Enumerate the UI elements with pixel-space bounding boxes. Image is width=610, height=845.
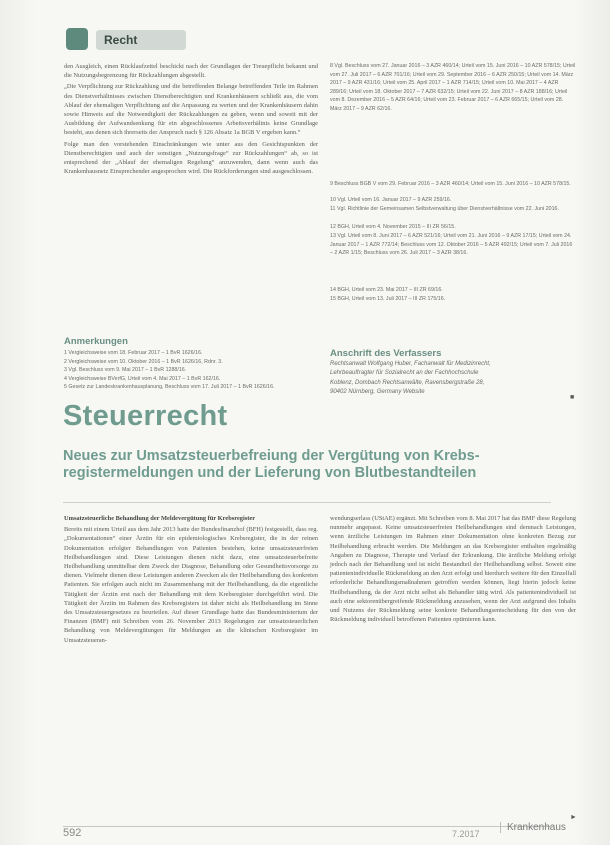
reference-item: 11 Vgl. Richtlinie der Gemeinsamen Selbstverwaltung über Dienstverhältnisse vom 22. Juni 2016. bbox=[330, 206, 559, 212]
footer-divider bbox=[63, 826, 551, 827]
section-title: Steuerrecht bbox=[63, 400, 228, 432]
reference-item: 8 Vgl. Beschluss vom 27. Januar 2016 – 3 AZR 460/14; Urteil vom 15. Juni 2016 – 10 AZR 578/15; Urteil vom 27. Juli 2017 – 6 AZR 701/16; Urteil vom 29. September 2016 – 6 AZR 250/15; Urteil vom 14. März 2017 – 9 AZR 431/16; Urteil vom 25. April 2017 – 1 AZR 714/15; Urteil vom 10. Mai 2017 – 4 AZR 289/16; Urteil vom 18. Oktober 2017 – 7 AZR 632/15; Urteil vom 22. Juni 2017 – 8 AZR 188/16; Urteil vom 8. Dezember 2016 – 5 AZR 64/16; Urteil vom 23. Februar 2017 – 6 AZR 665/15; Urteil vom 28. März 2017 – 9 AZR 62/16. bbox=[330, 63, 576, 112]
article-title-line: Neues zur Umsatzsteuerbefreiung der Vergütung von Krebs- bbox=[63, 448, 480, 464]
author-address-heading: Anschrift des Verfassers bbox=[330, 348, 442, 359]
issue-number: 7.2017 bbox=[452, 829, 480, 839]
reference-item: 9 Beschluss BGB V vom 29. Februar 2016 – 3 AZR 460/14; Urteil vom 15. Juni 2016 – 10 AZR 578/15. bbox=[330, 181, 571, 187]
article-right-column bbox=[330, 514, 576, 626]
reference-list bbox=[330, 62, 576, 304]
note-item: 5 Gesetz zur Landeskrankenhausplanung, Beschluss vom 17. Juli 2017 – 1 BvR 1626/16. bbox=[64, 384, 275, 391]
paragraph: wendungserlass (UStAE) ergänzt. Mit Schreiben vom 8. Mai 2017 hat das BMF diese Regelung nunmehr angepasst. Keine umsatzsteuerfreien Heilbehandlungen sind demnach Leistungen, wenn ärztliche Leistungen im Rahmen einer Dokumentation ohne konkreten Bezug zur Heilbehandlung erbracht werden. Die Meldungen an das Krebsregister enthalten regelmäßig Angaben zu Diagnose, Therapie und Verlauf der Erkrankung. Die ärztliche Meldung erfolgt jedoch nach der Behandlung und ist nicht Bestandteil der Heilbehandlung selbst. Soweit eine patientenindividuelle Rückmeldung an den Arzt erfolgt und hierdurch weitere für den Einzelfall erforderliche Behandlungsmaßnahmen getroffen werden können, liegt hierin jedoch keine Heilbehandlung, da der Arzt nicht selbst als Behandler tätig wird. Als patientenindividuell ist auch eine sektorenübergreifende Rückmeldung anzusehen, wenn der Arzt aufgrund des Inhalts und Nutzens der Rückmeldung seine konkrete Behandlungsentscheidung für den von der Rückmeldung individuell betroffenen Patienten optimieren kann. bbox=[330, 515, 576, 624]
continue-arrow-icon: ► bbox=[570, 814, 577, 821]
journal-logo: Krankenhaus bbox=[500, 822, 566, 833]
upper-left-column bbox=[64, 62, 318, 178]
page-number: 592 bbox=[63, 827, 82, 839]
article-left-column bbox=[64, 514, 318, 647]
reference-item: 13 Vgl. Urteil vom 8. Juni 2017 – 6 AZR 521/16; Urteil vom 21. Juni 2016 – 9 AZR 17/15; Urteil vom 24. Januar 2017 – 1 AZR 772/14; Beschluss vom 12. Oktober 2016 – 5 AZR 492/15; Urteil vom 7. Juli 2016 – 2 AZR 1/15; Beschluss vom 26. Juli 2017 – 3 AZR 38/16. bbox=[330, 233, 573, 257]
note-item: 3 Vgl. Beschluss vom 9. Mai 2017 – 1 BvR 1288/16. bbox=[64, 367, 187, 374]
address-line: 90402 Nürnberg, Germany Website bbox=[330, 389, 425, 396]
divider bbox=[63, 502, 551, 503]
paragraph: den Ausgleich, einen Rücklaufzettel beschickt nach der Grundlagen der Treuepflicht bekannt und die Nutzungsbegrenzung für Rückzahlungen abgestellt. bbox=[64, 63, 318, 80]
paragraph: Folge man den vorstehenden Einschränkungen wie unter aus den Gesichtspunkten der Dienstberechtigten und auch der sonstigen „Nutzungsfrage“ zur Rückzahlungen“ ab, so ist entsprechend der „Ablauf der ehemaligen Regelung“ anzuwenden, dann wenn auch das Krankenhausnetz Einsprechender angesprochen wird. Die Rückforderungen sind ausgeschlossen. bbox=[64, 140, 318, 176]
reference-item: 12 BGH, Urteil vom 4. November 2015 – III ZR 56/15. bbox=[330, 224, 456, 230]
address-line: Koblenz, Dombach Rechtsanwälte, Ravensbergstraße 28, bbox=[330, 379, 485, 386]
paragraph: Bereits mit einem Urteil aus dem Jahr 2013 hatte der Bundesfinanzhof (BFH) festgestellt, dass reg. „Dokumentationen“ einer Ärztin für ein epidemiologisches Krebsregister, die in der reinen Dokumentation erfolgter Behandlungen von Patienten bestehen, keine umsatzsteuerfreien Heilbehandlungen sind. Diese Leistungen dienen nicht dazu, eine umsatzsteuerbefreite Heilbehandlung unmittelbar dem Zweck der Diagnose, Behandlung oder Gesundheitsvorsorge zu dienen. Vielmehr dienen diese Leistungen anderen Zwecken als der Heilbehandlung des konkreten Patienten. Sie erfolgen auch nicht im Zusammenhang mit der Heilbehandlung, da die eigentliche Tätigkeit der Ärztin erst nach der Behandlung mit dem Krebsregister durchgeführt wird. Die Tätigkeit der Ärztin im Rahmen des Krebsregisters ist daher nicht als Heilbehandlung im Sinne des Umsatzsteuergesetzes zu beurteilen. Auf dieser Grundlage hatte das Bundesministerium der Finanzen (BMF) mit Schreiben vom 26. November 2013 Regelungen zur umsatzsteuerlichen Behandlung von Meldevergütungen für Meldungen an die klinischen Krebsregister im Umsatzsteueran- bbox=[64, 526, 318, 644]
article-title bbox=[63, 448, 543, 482]
note-item: 1 Vergleichsweise vom 18. Februar 2017 – 1 BvR 1626/16. bbox=[64, 350, 203, 356]
author-address bbox=[330, 360, 576, 398]
address-line: Rechtsanwalt Wolfgang Huber, Fachanwalt für Medizinrecht, bbox=[330, 361, 491, 367]
address-line: Lehrbeauftragter für Sozialrecht an der Fachhochschule bbox=[330, 370, 479, 377]
section-marker-icon bbox=[66, 28, 88, 50]
reference-item: 14 BGH, Urteil vom 23. Mai 2017 – III ZR 69/16. bbox=[330, 287, 443, 293]
paragraph: „Die Verpflichtung zur Rückzahlung und die betreffenden Belange betreffenden Teile im Rahmen des Dienstverhältnisses zwischen Dienstberechtigten und Krankenhäusern schließt aus, die vom Ablauf der ehemaligen Verpflichtung auf die Anpassung zu werten und der Krankenhäusern dahin sowie Hinweis auf die Notwendigkeit der Rückzahlungen zu geben, wenn und soweit mit der Ausbildung der Aufwandsenkung für ein abgeschlossenes Arbeitsverhältnis keine Grundlage besteht, aus denen sich ihrerseits der Anspruch nach § 126 Absatz 1a BGB V ergeben kann.“ bbox=[64, 83, 318, 137]
reference-item: 15 BGH, Urteil vom 13. Juli 2017 – III ZR 175/16. bbox=[330, 296, 446, 302]
note-item: 4 Vergleichsweise BVerfG, Urteil vom 4. Mai 2017 – 1 BvR 162/16. bbox=[64, 375, 221, 382]
subheading: Umsatzsteuerliche Behandlung der Meldevergütung für Krebsregister bbox=[64, 515, 256, 522]
reference-item: 10 Vgl. Urteil vom 16. Januar 2017 – 9 AZR 259/16. bbox=[330, 197, 452, 203]
notes-list bbox=[64, 349, 318, 392]
end-of-article-icon: ■ bbox=[570, 394, 575, 401]
notes-heading: Anmerkungen bbox=[64, 336, 128, 347]
section-label: Recht bbox=[96, 30, 186, 50]
article-title-line: registermeldungen und der Lieferung von Blutbestandteilen bbox=[63, 465, 477, 481]
note-item: 2 Vergleichsweise vom 10. Oktober 2016 – 1 BvR 1626/16, Rdnr. 3. bbox=[64, 358, 223, 365]
